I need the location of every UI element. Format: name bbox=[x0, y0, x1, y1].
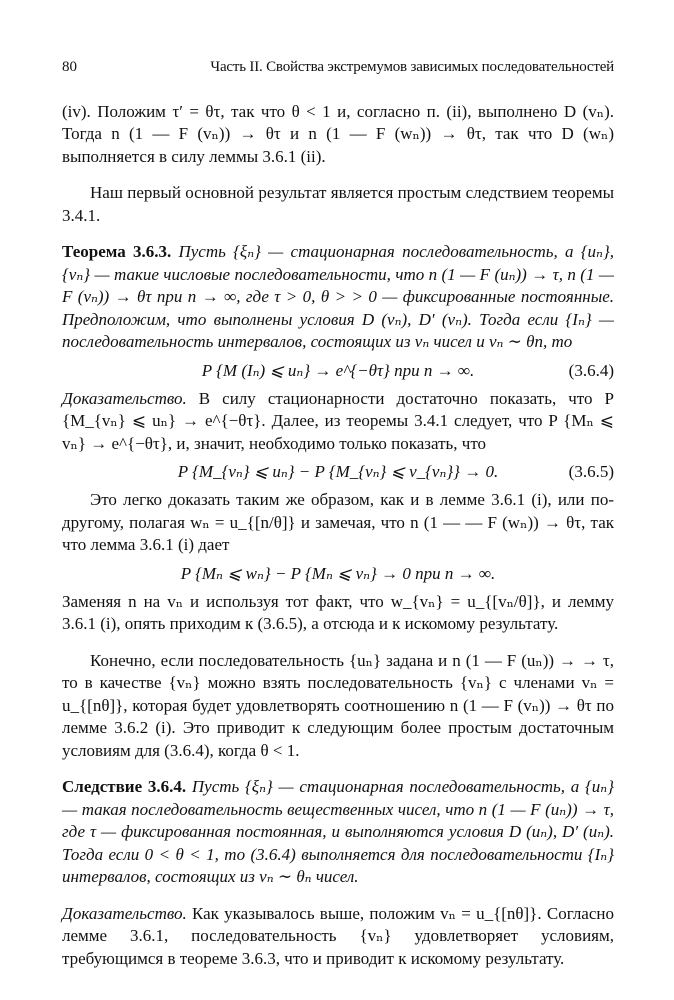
formula-3-6-5-number: (3.6.5) bbox=[568, 462, 614, 481]
proof-text: В силу стационарности достаточно показать, что P {M_{vₙ} ⩽ uₙ} → e^{−θτ}. Далее, из теоремы 3.4.1 следует, что P {Mₙ ⩽ vₙ} → e^{−θτ}, и, значит, необходимо только показать, что bbox=[62, 388, 614, 453]
formula-3-6-5 bbox=[62, 457, 614, 487]
running-title: Часть II. Свойства экстремумов зависимых последовательностей bbox=[210, 59, 614, 75]
theorem-label: Теорема 3.6.3. bbox=[62, 242, 172, 261]
corollary-text: Пусть {ξₙ} — стационарная последовательность, а {uₙ} — такая последовательность вещественных чисел, что n (1 — F (uₙ)) → τ, где τ — фиксированная постоянная, и выполняются условия D (uₙ), D′ (uₙ). Тогда если 0 < θ < 1, то (3.6.4) выполняется для последовательности {Iₙ} интервалов, состоящих из vₙ ∼ θₙ чисел. bbox=[62, 777, 614, 886]
paragraph-easy-proof: Это легко доказать таким же образом, как и в лемме 3.6.1 (i), или по-другому, полагая wₙ = u_{[n/θ]} и замечая, что n (1 — — F (wₙ)) → θτ, так что лемма 3.6.1 (i) дает bbox=[62, 490, 614, 554]
proof-label: Доказательство. bbox=[62, 388, 187, 408]
book-page bbox=[62, 56, 614, 970]
corollary-label: Следствие 3.6.4. bbox=[62, 777, 187, 796]
formula-3-6-4 bbox=[62, 356, 614, 386]
paragraph-iv: (iv). Положим τ′ = θτ, так что θ < 1 и, согласно п. (ii), выполнено D (vₙ). Тогда n (1 — F (vₙ)) → θτ и n (1 — F (wₙ)) → θτ, так что D (wₙ) выполняется в силу леммы 3.6.1 (ii). bbox=[62, 101, 614, 166]
paragraph-replacing: Заменяя n на vₙ и используя тот факт, что w_{vₙ} = u_{[vₙ/θ]}, и лемму 3.6.1 (i), опять приходим к (3.6.5), а отсюда и к искомому результату. bbox=[62, 591, 614, 633]
paragraph-of-course: Конечно, если последовательность {uₙ} задана и n (1 — F (uₙ)) → → τ, то в качестве {vₙ} можно взять последовательность {vₙ} с членами vₙ = u_{[nθ]}, которая будет удовлетворять соотношению n (1 — F (vₙ)) → θτ по лемме 3.6.2 (i). Это приводит к следующим более простым достаточным условиям для (3.6.4), когда θ < 1. bbox=[62, 650, 614, 760]
formula-limit bbox=[62, 559, 614, 589]
formula-limit-expression: P {Mₙ ⩽ wₙ} − P {Mₙ ⩽ vₙ} → 0 при n → ∞. bbox=[180, 563, 496, 583]
theorem-3-6-3 bbox=[62, 241, 614, 354]
proof-corollary bbox=[62, 903, 614, 971]
formula-3-6-4-expression: P {M (Iₙ) ⩽ uₙ} → e^{−θτ} при n → ∞. bbox=[201, 360, 475, 380]
proof2-text: Как указывалось выше, положим vₙ = u_{[nθ]}. Согласно лемме 3.6.1, последовательность {vₙ} удовлетворяет условиям, требующимся в теореме 3.6.3, что и приводит к искомому результату. bbox=[62, 903, 614, 968]
theorem-text: Пусть {ξₙ} — стационарная последовательность, а {uₙ}, {vₙ} — такие числовые последовательности, что n (1 — F (uₙ)) → τ, n (1 — F (vₙ)) → θτ при n → ∞, где τ > 0, θ > > 0 — фиксированные постоянные. Предположим, что выполнены условия D (vₙ), D′ (vₙ). Тогда если {Iₙ} — последовательность интервалов, состоящих из vₙ чисел и vₙ ∼ θn, то bbox=[62, 242, 614, 351]
formula-3-6-4-number: (3.6.4) bbox=[568, 360, 614, 380]
proof-theorem bbox=[62, 388, 614, 456]
page-number: 80 bbox=[62, 59, 77, 75]
page-header bbox=[62, 56, 614, 79]
paragraph-main-result: Наш первый основной результат является простым следствием теоремы 3.4.1. bbox=[62, 183, 614, 225]
corollary-3-6-4 bbox=[62, 776, 614, 889]
formula-3-6-5-expression: P {M_{vₙ} ⩽ uₙ} − P {M_{vₙ} ⩽ v_{vₙ}} → 0. bbox=[177, 462, 499, 481]
proof2-label: Доказательство. bbox=[62, 903, 187, 923]
